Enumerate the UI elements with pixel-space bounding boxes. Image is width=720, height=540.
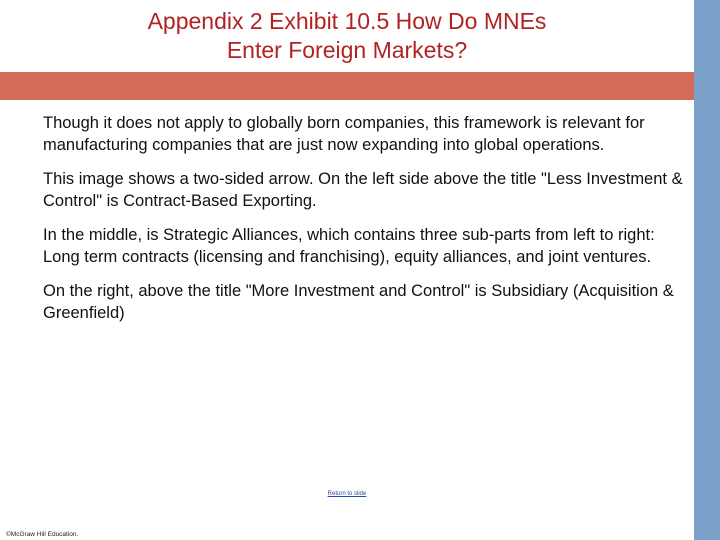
body-paragraph-2: This image shows a two-sided arrow. On the left side above the title "Less Investment & Control" is Contract-Based Exporting. bbox=[43, 170, 683, 210]
slide-title-line-2: Enter Foreign Markets? bbox=[226, 37, 468, 63]
body-paragraph-1: Though it does not apply to globally born companies, this framework is relevant for manufacturing companies that are just now expanding into global operations. bbox=[43, 114, 645, 154]
slide-title-line-1: Appendix 2 Exhibit 10.5 How Do MNEs bbox=[147, 8, 547, 34]
copyright-notice: ©McGraw Hill Education. bbox=[6, 531, 79, 538]
right-accent-bar bbox=[694, 0, 720, 540]
body-paragraph-3: In the middle, is Strategic Alliances, which contains three sub-parts from left to right: Long term contracts (licensing and franchising), equity alliances, and joint ventures. bbox=[43, 226, 655, 266]
body-paragraph-4: On the right, above the title "More Investment and Control" is Subsidiary (Acquisition & Greenfield) bbox=[43, 282, 674, 322]
title-accent-bar bbox=[0, 72, 694, 100]
title-area bbox=[0, 0, 694, 72]
slide-body bbox=[43, 112, 683, 336]
return-to-slide-link[interactable]: Return to slide bbox=[327, 491, 367, 497]
slide-title bbox=[0, 0, 694, 65]
